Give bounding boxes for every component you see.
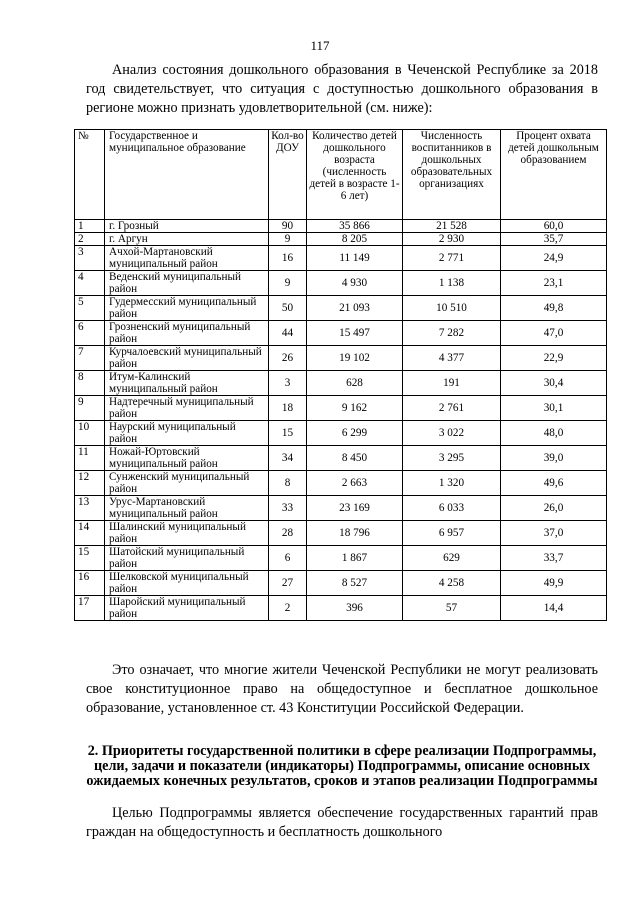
cell-pupils: 1 138 bbox=[403, 271, 501, 296]
cell-coverage: 49,6 bbox=[501, 471, 607, 496]
cell-coverage: 14,4 bbox=[501, 596, 607, 621]
cell-name: г. Грозный bbox=[105, 220, 269, 233]
table-row bbox=[75, 521, 607, 546]
cell-name: Сунженский муниципальный район bbox=[105, 471, 269, 496]
header-num: № bbox=[75, 130, 105, 220]
cell-children: 8 527 bbox=[307, 571, 403, 596]
page-number: 117 bbox=[310, 38, 330, 53]
cell-dou: 16 bbox=[269, 246, 307, 271]
table-row bbox=[75, 496, 607, 521]
cell-coverage: 39,0 bbox=[501, 446, 607, 471]
cell-coverage: 30,4 bbox=[501, 371, 607, 396]
cell-num: 8 bbox=[75, 371, 105, 396]
header-children: Количество детей дошкольного возраста (численность детей в возрасте 1-6 лет) bbox=[307, 130, 403, 220]
table-row bbox=[75, 371, 607, 396]
cell-name: Гудермесский муниципальный район bbox=[105, 296, 269, 321]
cell-dou: 15 bbox=[269, 421, 307, 446]
cell-num: 14 bbox=[75, 521, 105, 546]
cell-num: 7 bbox=[75, 346, 105, 371]
cell-pupils: 629 bbox=[403, 546, 501, 571]
cell-pupils: 1 320 bbox=[403, 471, 501, 496]
cell-dou: 90 bbox=[269, 220, 307, 233]
cell-dou: 26 bbox=[269, 346, 307, 371]
cell-children: 23 169 bbox=[307, 496, 403, 521]
cell-num: 1 bbox=[75, 220, 105, 233]
cell-children: 35 866 bbox=[307, 220, 403, 233]
table-row bbox=[75, 233, 607, 246]
cell-dou: 44 bbox=[269, 321, 307, 346]
cell-name: Шелковской муниципальный район bbox=[105, 571, 269, 596]
cell-dou: 27 bbox=[269, 571, 307, 596]
cell-dou: 9 bbox=[269, 271, 307, 296]
preschool-data-table bbox=[74, 129, 607, 621]
cell-coverage: 23,1 bbox=[501, 271, 607, 296]
cell-pupils: 2 930 bbox=[403, 233, 501, 246]
cell-num: 10 bbox=[75, 421, 105, 446]
table-row bbox=[75, 396, 607, 421]
cell-pupils: 4 377 bbox=[403, 346, 501, 371]
cell-num: 11 bbox=[75, 446, 105, 471]
table-row bbox=[75, 571, 607, 596]
goal-paragraph: Целью Подпрограммы является обеспечение государственных гарантий прав граждан на общедоступность и бесплатность дошкольного bbox=[86, 805, 598, 840]
table-row bbox=[75, 321, 607, 346]
cell-pupils: 6 033 bbox=[403, 496, 501, 521]
table-row bbox=[75, 346, 607, 371]
cell-children: 2 663 bbox=[307, 471, 403, 496]
cell-num: 2 bbox=[75, 233, 105, 246]
cell-num: 17 bbox=[75, 596, 105, 621]
cell-name: г. Аргун bbox=[105, 233, 269, 246]
table-row bbox=[75, 596, 607, 621]
cell-name: Ножай-Юртовский муниципальный район bbox=[105, 446, 269, 471]
header-dou: Кол-во ДОУ bbox=[269, 130, 307, 220]
cell-num: 12 bbox=[75, 471, 105, 496]
section-heading: 2. Приоритеты государственной политики в сфере реализации Подпрограммы, цели, задачи и показатели (индикаторы) Подпрограммы, описание основных ожидаемых конечных результатов, сроков и этапов реализации Подпрограммы bbox=[86, 743, 598, 789]
cell-dou: 6 bbox=[269, 546, 307, 571]
cell-children: 9 162 bbox=[307, 396, 403, 421]
table-row bbox=[75, 421, 607, 446]
cell-pupils: 3 022 bbox=[403, 421, 501, 446]
table-row bbox=[75, 271, 607, 296]
cell-num: 5 bbox=[75, 296, 105, 321]
table-header-row bbox=[75, 130, 607, 220]
cell-dou: 8 bbox=[269, 471, 307, 496]
cell-name: Урус-Мартановский муниципальный район bbox=[105, 496, 269, 521]
cell-dou: 33 bbox=[269, 496, 307, 521]
cell-coverage: 48,0 bbox=[501, 421, 607, 446]
cell-num: 15 bbox=[75, 546, 105, 571]
cell-coverage: 24,9 bbox=[501, 246, 607, 271]
cell-children: 19 102 bbox=[307, 346, 403, 371]
cell-name: Ачхой-Мартановский муниципальный район bbox=[105, 246, 269, 271]
cell-pupils: 191 bbox=[403, 371, 501, 396]
cell-name: Шаройский муниципальный район bbox=[105, 596, 269, 621]
cell-pupils: 2 771 bbox=[403, 246, 501, 271]
cell-children: 21 093 bbox=[307, 296, 403, 321]
cell-children: 8 205 bbox=[307, 233, 403, 246]
table-row bbox=[75, 446, 607, 471]
cell-pupils: 57 bbox=[403, 596, 501, 621]
conclusion-paragraph: Это означает, что многие жители Чеченской Республики не могут реализовать свое конституционное право на общедоступное и бесплатное дошкольное образование, установленное ст. 43 Конституции Российской Федерации. bbox=[86, 662, 598, 716]
cell-dou: 50 bbox=[269, 296, 307, 321]
cell-num: 4 bbox=[75, 271, 105, 296]
cell-name: Курчалоевский муниципальный район bbox=[105, 346, 269, 371]
cell-name: Шалинский муниципальный район bbox=[105, 521, 269, 546]
cell-children: 18 796 bbox=[307, 521, 403, 546]
cell-dou: 3 bbox=[269, 371, 307, 396]
cell-num: 3 bbox=[75, 246, 105, 271]
cell-children: 11 149 bbox=[307, 246, 403, 271]
cell-name: Наурский муниципальный район bbox=[105, 421, 269, 446]
cell-pupils: 2 761 bbox=[403, 396, 501, 421]
cell-coverage: 22,9 bbox=[501, 346, 607, 371]
cell-pupils: 21 528 bbox=[403, 220, 501, 233]
table-row bbox=[75, 220, 607, 233]
cell-dou: 9 bbox=[269, 233, 307, 246]
cell-coverage: 49,8 bbox=[501, 296, 607, 321]
cell-children: 4 930 bbox=[307, 271, 403, 296]
header-name: Государственное и муниципальное образование bbox=[105, 130, 269, 220]
cell-pupils: 4 258 bbox=[403, 571, 501, 596]
cell-children: 15 497 bbox=[307, 321, 403, 346]
cell-coverage: 60,0 bbox=[501, 220, 607, 233]
cell-name: Шатойский муниципальный район bbox=[105, 546, 269, 571]
table-row bbox=[75, 471, 607, 496]
cell-dou: 18 bbox=[269, 396, 307, 421]
cell-children: 628 bbox=[307, 371, 403, 396]
cell-dou: 2 bbox=[269, 596, 307, 621]
cell-children: 6 299 bbox=[307, 421, 403, 446]
cell-dou: 34 bbox=[269, 446, 307, 471]
cell-coverage: 33,7 bbox=[501, 546, 607, 571]
cell-name: Надтеречный муниципальный район bbox=[105, 396, 269, 421]
cell-name: Итум-Калинский муниципальный район bbox=[105, 371, 269, 396]
table-body bbox=[75, 220, 607, 621]
cell-coverage: 35,7 bbox=[501, 233, 607, 246]
cell-pupils: 3 295 bbox=[403, 446, 501, 471]
cell-num: 16 bbox=[75, 571, 105, 596]
table-row bbox=[75, 246, 607, 271]
cell-children: 8 450 bbox=[307, 446, 403, 471]
cell-pupils: 10 510 bbox=[403, 296, 501, 321]
cell-coverage: 47,0 bbox=[501, 321, 607, 346]
cell-coverage: 49,9 bbox=[501, 571, 607, 596]
cell-pupils: 6 957 bbox=[403, 521, 501, 546]
cell-num: 9 bbox=[75, 396, 105, 421]
cell-name: Грозненский муниципальный район bbox=[105, 321, 269, 346]
cell-coverage: 26,0 bbox=[501, 496, 607, 521]
intro-paragraph: Анализ состояния дошкольного образования в Чеченской Республике за 2018 год свидетельствует, что ситуация с доступностью дошкольного образования в регионе можно признать удовлетворительной (см. ниже): bbox=[86, 62, 598, 116]
table-row bbox=[75, 296, 607, 321]
cell-num: 6 bbox=[75, 321, 105, 346]
cell-children: 396 bbox=[307, 596, 403, 621]
table-row bbox=[75, 546, 607, 571]
cell-coverage: 37,0 bbox=[501, 521, 607, 546]
header-pupils: Численность воспитанников в дошкольных образовательных организациях bbox=[403, 130, 501, 220]
cell-dou: 28 bbox=[269, 521, 307, 546]
cell-name: Веденский муниципальный район bbox=[105, 271, 269, 296]
cell-pupils: 7 282 bbox=[403, 321, 501, 346]
cell-coverage: 30,1 bbox=[501, 396, 607, 421]
cell-num: 13 bbox=[75, 496, 105, 521]
cell-children: 1 867 bbox=[307, 546, 403, 571]
header-coverage: Процент охвата детей дошкольным образованием bbox=[501, 130, 607, 220]
